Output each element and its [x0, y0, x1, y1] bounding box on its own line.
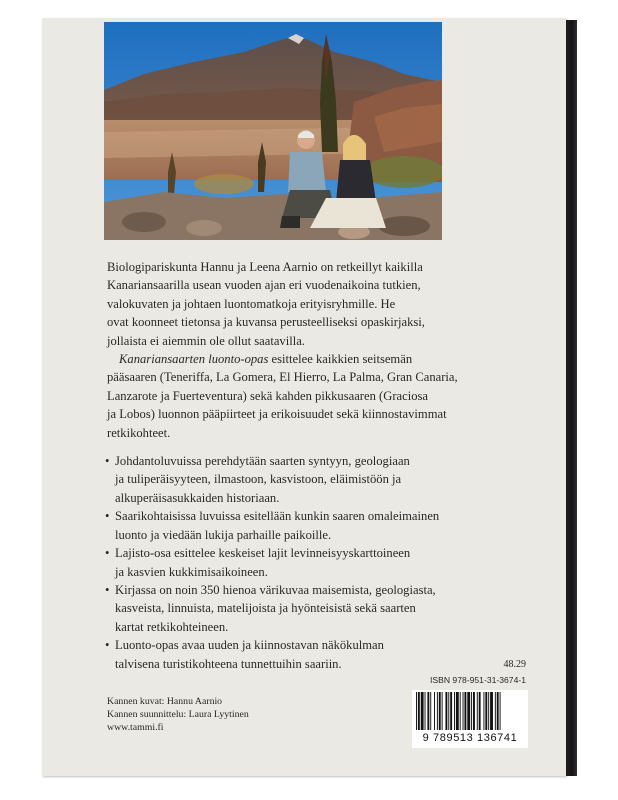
design-credit: Kannen suunnittelu: Laura Lyytinen	[107, 709, 249, 721]
barcode-bar	[437, 692, 438, 730]
list-item	[107, 452, 527, 507]
barcode-bar	[439, 692, 441, 730]
barcode-bar	[483, 692, 484, 730]
list-item-line: Luonto-opas avaa uuden ja kiinnostavan näkökulman	[115, 638, 384, 653]
list-item	[107, 507, 527, 544]
summary-line: pääsaaren (Teneriffa, La Gomera, El Hierro, La Palma, Gran Canaria,	[107, 370, 458, 385]
barcode-bar	[434, 692, 435, 730]
intro-line: jollaista ei aiemmin ole ollut saatavilla.	[107, 333, 305, 348]
list-item-line: Saarikohtaisissa luvuissa esitellään kunkin saaren omaleimainen	[115, 509, 440, 524]
barcode-bar	[454, 692, 455, 730]
list-item	[107, 544, 527, 581]
list-item-line: ja tuliperäisyyteen, ilmastoon, kasvistoon, eläimistöön ja	[115, 472, 402, 487]
barcode-bar	[460, 692, 461, 732]
cover-credits	[107, 695, 249, 735]
barcode-bar	[500, 692, 501, 732]
publisher-website: www.tammi.fi	[107, 722, 164, 734]
barcode-bar	[450, 692, 452, 730]
intro-line: valokuvaten ja johtaen luontomatkoja erityisryhmille. He	[107, 296, 396, 311]
barcode-bar	[425, 692, 426, 730]
barcode-bar	[445, 692, 447, 730]
book-title-italic: Kanariansaarten luonto-opas	[119, 352, 269, 367]
barcode-bar	[418, 692, 420, 732]
description-text	[107, 258, 527, 673]
barcode-bar	[448, 692, 449, 730]
barcode-bar	[477, 692, 478, 730]
list-item-line: Kirjassa on noin 350 hienoa värikuvaa maisemista, geologiasta,	[115, 582, 436, 597]
barcode-bar	[442, 692, 443, 730]
summary-line: esittelee kaikkien seitsemän	[268, 352, 413, 367]
list-item-line: talvisena turistikohteena tunnettuihin saariin.	[115, 656, 342, 671]
cover-photo	[104, 22, 442, 240]
barcode-bar	[427, 692, 429, 730]
summary-line: retkikohteet.	[107, 425, 171, 440]
intro-line: Kanariansaarilla usean vuoden ajan eri vuodenaikoina tutkien,	[107, 278, 421, 293]
barcode-bar	[463, 692, 464, 730]
barcode-bar	[488, 692, 489, 730]
barcode-bar	[479, 692, 481, 730]
list-item-line: luonto ja viedään lukija parhaille paikoille.	[115, 527, 332, 542]
barcode-bar	[471, 692, 472, 730]
list-item-line: Lajisto-osa esittelee keskeiset lajit levinneisyyskarttoineen	[115, 546, 411, 561]
summary-line: Lanzarote ja Fuerteventura) sekä kahden pikkusaaren (Graciosa	[107, 388, 428, 403]
summary-paragraph	[107, 350, 527, 442]
isbn-number: ISBN 978-951-31-3674-1	[429, 675, 526, 685]
list-item-line: kasveista, linnuista, matelijoista ja hyönteisistä sekä saarten	[115, 601, 416, 616]
intro-line: Biologipariskunta Hannu ja Leena Aarnio on retkeillyt kaikilla	[107, 260, 423, 274]
feature-list	[107, 452, 527, 673]
list-item-line: ja kasvien kukkimisaikoineen.	[115, 564, 268, 579]
barcode-bar	[485, 692, 487, 730]
barcode-bar	[473, 692, 475, 730]
barcode-bar	[467, 692, 470, 730]
list-item-line: alkuperäisasukkaiden historiaan.	[115, 490, 280, 505]
barcode-bar	[456, 692, 459, 730]
list-item	[107, 636, 527, 673]
barcode-bar	[416, 692, 417, 732]
intro-paragraph	[107, 258, 447, 350]
list-item-line: Johdantoluvuissa perehdytään saarten syntyyn, geologiaan	[115, 454, 410, 469]
barcode-bar	[464, 692, 466, 730]
price-label: 48.29	[503, 659, 526, 670]
list-item	[107, 581, 527, 636]
barcode-bar	[497, 692, 499, 730]
photo-credit: Kannen kuvat: Hannu Aarnio	[107, 696, 223, 707]
barcode-bar	[430, 692, 431, 730]
intro-line: ovat koonneet tietonsa ja kuvansa perusteelliseksi opaskirjaksi,	[107, 315, 425, 330]
summary-line: ja Lobos) luonnon pääpiirteet ja erikoisuudet sekä kiinnostavimmat	[107, 407, 447, 422]
barcode-bar	[490, 692, 493, 730]
barcode-bar	[421, 692, 424, 730]
barcode-digits: 9 789513 136741	[412, 730, 528, 747]
barcode-bar	[495, 692, 496, 730]
list-item-line: kartat retkikohteineen.	[115, 619, 229, 634]
